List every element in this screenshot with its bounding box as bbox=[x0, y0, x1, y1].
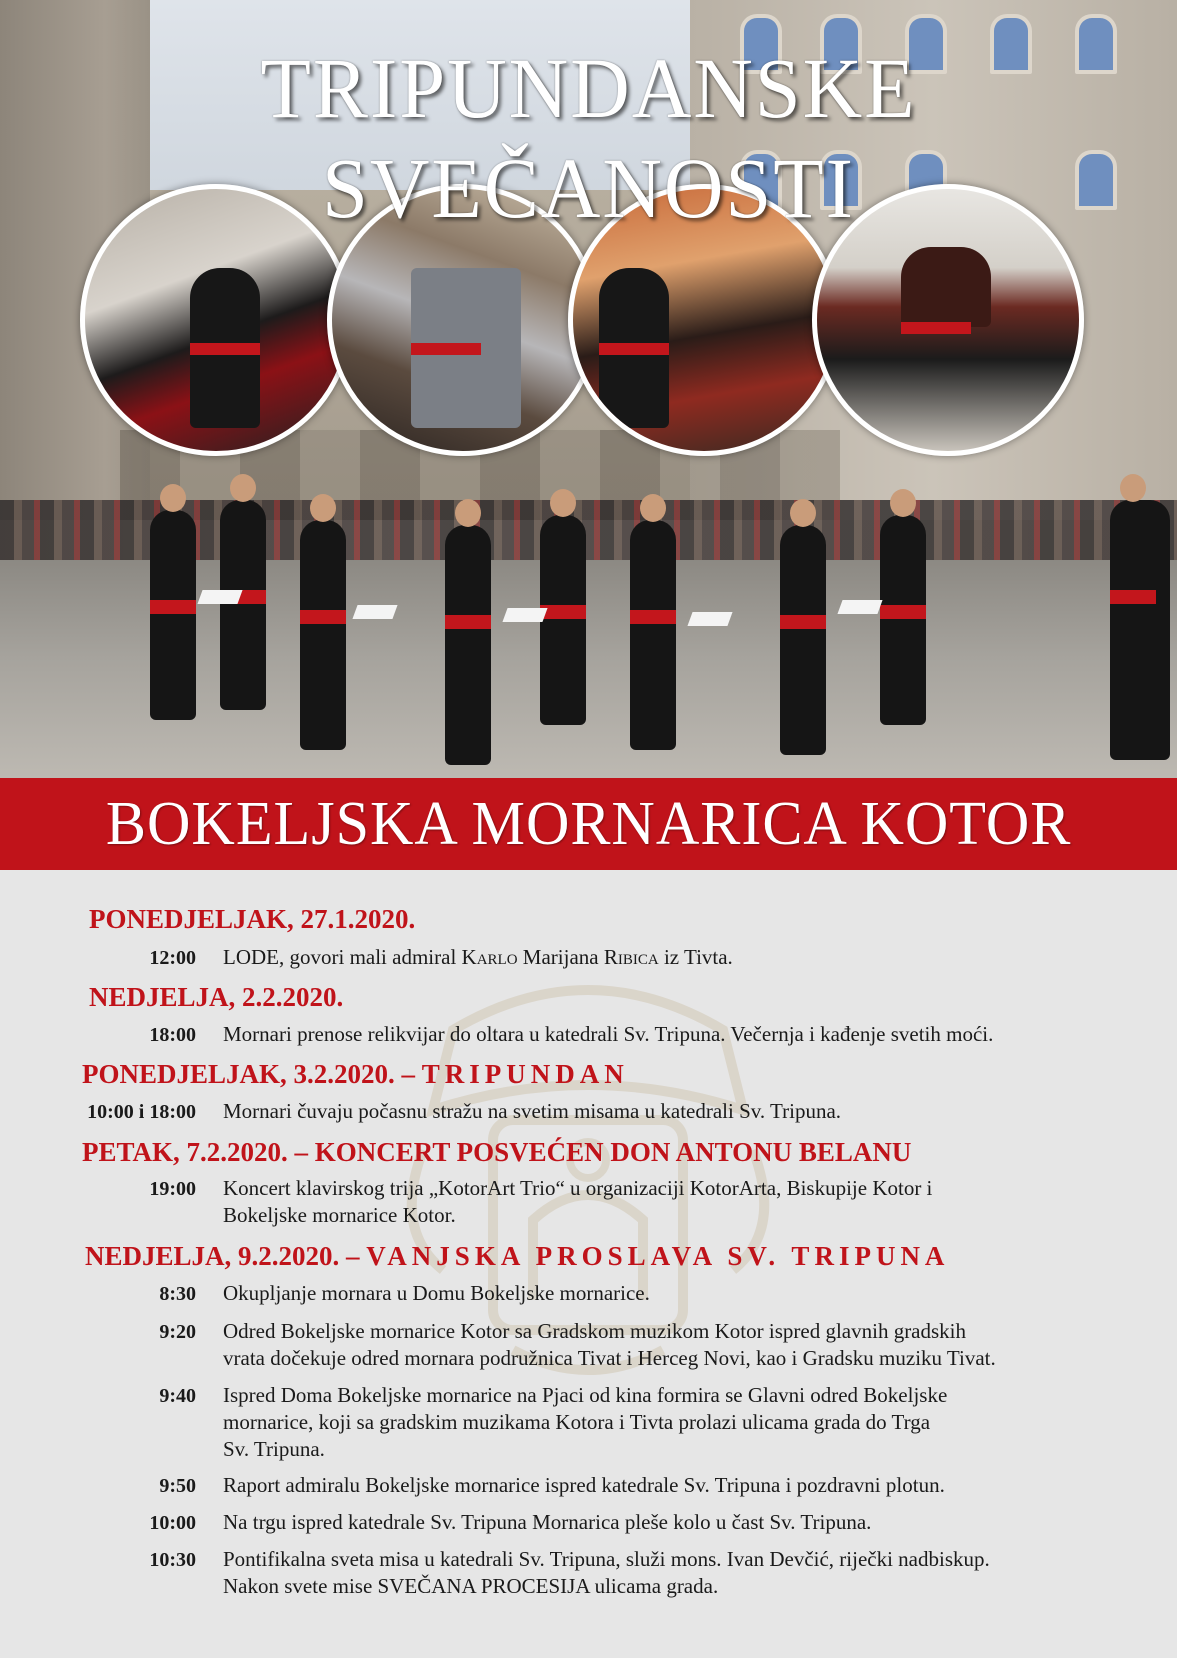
event-description: LODE, govori mali admiral Karlo Marijana Ribica iz Tivta. bbox=[223, 945, 733, 969]
kerchief bbox=[502, 608, 547, 622]
event-description: Mornari čuvaju počasnu stražu na svetim misama u katedrali Sv. Tripuna. bbox=[223, 1099, 842, 1123]
schedule-day-heading: PONEDJELJAK, 27.1.2020. bbox=[89, 904, 416, 934]
event-time: 10:00 i 18:00 bbox=[87, 1101, 196, 1123]
schedule bbox=[0, 870, 1177, 1658]
event-time: 10:00 bbox=[149, 1512, 196, 1534]
schedule-day-heading: NEDJELJA, 2.2.2020. bbox=[89, 982, 344, 1012]
kerchief bbox=[352, 605, 397, 619]
dancer bbox=[880, 515, 926, 725]
event-time: 12:00 bbox=[149, 947, 196, 969]
banner bbox=[0, 778, 1177, 870]
event-time: 18:00 bbox=[149, 1024, 196, 1046]
schedule-day-heading: PONEDJELJAK, 3.2.2020. – TRIPUNDAN bbox=[82, 1059, 629, 1089]
event-description: Na trgu ispred katedrale Sv. Tripuna Mornarica pleše kolo u čast Sv. Tripuna. bbox=[223, 1510, 872, 1534]
dancer bbox=[445, 525, 491, 765]
dancer bbox=[150, 510, 196, 720]
dancer bbox=[220, 500, 266, 710]
event-description: Mornari prenose relikvijar do oltara u katedrali Sv. Tripuna. Večernja i kađenje svetih moći. bbox=[223, 1022, 994, 1046]
dancer bbox=[1110, 500, 1170, 760]
kerchief bbox=[197, 590, 242, 604]
dancer bbox=[780, 525, 826, 755]
schedule-day-heading: NEDJELJA, 9.2.2020. – VANJSKA PROSLAVA SV. TRIPUNA bbox=[85, 1241, 950, 1271]
event-description: Odred Bokeljske mornarice Kotor sa Gradskom muzikom Kotor ispred glavnih gradskih vrata dočekuje odred mornara podružnica Tivat i Herceg Novi, kao i Gradsku muziku Tivat. bbox=[223, 1319, 996, 1370]
kerchief bbox=[837, 600, 882, 614]
page-title: TRIPUNDANSKE SVEČANOSTI bbox=[260, 40, 917, 236]
event-description: Okupljanje mornara u Domu Bokeljske mornarice. bbox=[223, 1281, 650, 1305]
event-description: Koncert klavirskog trija „KotorArt Trio“ u organizaciji KotorArta, Biskupije Kotor i Bokeljske mornarice Kotor. bbox=[223, 1176, 933, 1227]
banner-title: BOKELJSKA MORNARICA KOTOR bbox=[105, 789, 1072, 858]
event-description: Raport admiralu Bokeljske mornarice ispred katedrale Sv. Tripuna i pozdravni plotun. bbox=[223, 1473, 945, 1497]
hero-photo bbox=[0, 0, 1177, 778]
dancer bbox=[540, 515, 586, 725]
event-time: 19:00 bbox=[149, 1178, 196, 1200]
schedule-day-heading: PETAK, 7.2.2020. – KONCERT POSVEĆEN DON ANTONU BELANU bbox=[82, 1137, 912, 1167]
event-time: 10:30 bbox=[149, 1549, 196, 1571]
event-description: Ispred Doma Bokeljske mornarice na Pjaci od kina formira se Glavni odred Bokeljske mornarice, koji sa gradskim muzikama Kotora i Tivta prolazi ulicama grada do Trga Sv. Tripuna. bbox=[223, 1383, 948, 1461]
dancer bbox=[630, 520, 676, 750]
event-time: 9:40 bbox=[159, 1385, 196, 1407]
dancer bbox=[300, 520, 346, 750]
event-time: 8:30 bbox=[159, 1283, 196, 1305]
event-description: Pontifikalna sveta misa u katedrali Sv. Tripuna, služi mons. Ivan Devčić, riječki nadbiskup. Nakon svete mise SVEČANA PROCESIJA ulicama grada. bbox=[223, 1547, 990, 1598]
event-time: 9:20 bbox=[159, 1321, 196, 1343]
event-time: 9:50 bbox=[159, 1475, 196, 1497]
kerchief bbox=[687, 612, 732, 626]
